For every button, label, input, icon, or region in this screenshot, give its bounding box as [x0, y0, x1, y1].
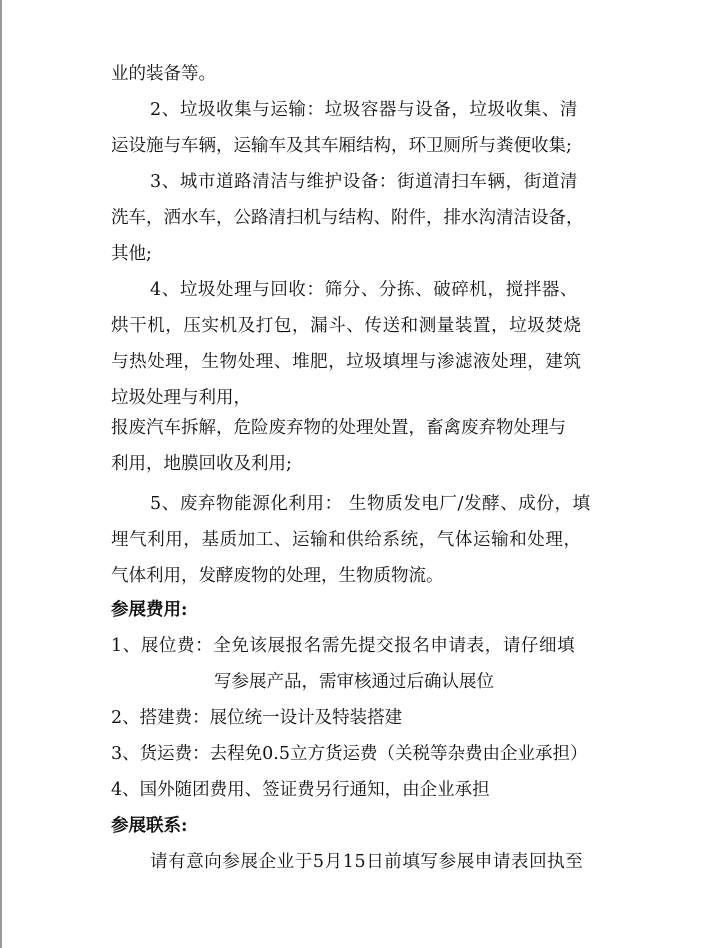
text-line: 3、城市道路清洁与维护设备：街道清扫车辆，街道清	[150, 172, 579, 192]
fee-item: 4、国外随团费用、签证费另行通知，由企业承担	[111, 780, 490, 800]
fee-item: 2、搭建费：展位统一设计及特装搭建	[111, 708, 403, 728]
text-line: 2、垃圾收集与运输：垃圾容器与设备，垃圾收集、清	[150, 100, 579, 120]
contact-heading: 参展联系:	[111, 816, 188, 836]
fee-item: 3、货运费：去程免0.5立方货运费（关税等杂费由企业承担）	[111, 744, 588, 764]
page-left-edge	[0, 0, 2, 948]
text-line: 利用，地膜回收及利用;	[111, 454, 292, 474]
text-line: 运设施与车辆，运输车及其车厢结构，环卫厕所与粪便收集;	[111, 136, 572, 156]
text-line: 埋气利用，基质加工、运输和供给系统，气体运输和处理，	[111, 530, 582, 550]
fee-item: 1、展位费：全免该展报名需先提交报名申请表，请仔细填	[111, 636, 576, 656]
text-line: 气体利用，发酵废物的处理，生物质物流。	[111, 566, 444, 586]
text-line: 4、垃圾处理与回收：筛分、分拣、破碎机，搅拌器、	[150, 280, 579, 300]
text-line: 烘干机，压实机及打包，漏斗、传送和测量装置，垃圾焚烧	[111, 316, 582, 336]
text-line: 与热处理，生物处理、堆肥，垃圾填埋与渗滤液处理，建筑	[111, 352, 582, 372]
text-line: 其他;	[111, 244, 152, 264]
text-line: 请有意向参展企业于5月15日前填写参展申请表回执至	[150, 852, 584, 872]
fees-heading: 参展费用:	[111, 600, 188, 620]
text-line: 垃圾处理与利用，	[111, 388, 251, 408]
fee-item-continuation: 写参展产品，需审核通过后确认展位	[214, 672, 494, 692]
text-line: 5、废弃物能源化利用： 生物质发电厂/发酵、成份，填	[150, 494, 591, 514]
text-line: 业的装备等。	[111, 64, 216, 84]
text-line: 洗车，洒水车，公路清扫机与结构、附件，排水沟清洁设备，	[111, 208, 584, 228]
text-line: 报废汽车拆解，危险废弃物的处理处置，畜禽废弃物处理与	[111, 418, 566, 438]
